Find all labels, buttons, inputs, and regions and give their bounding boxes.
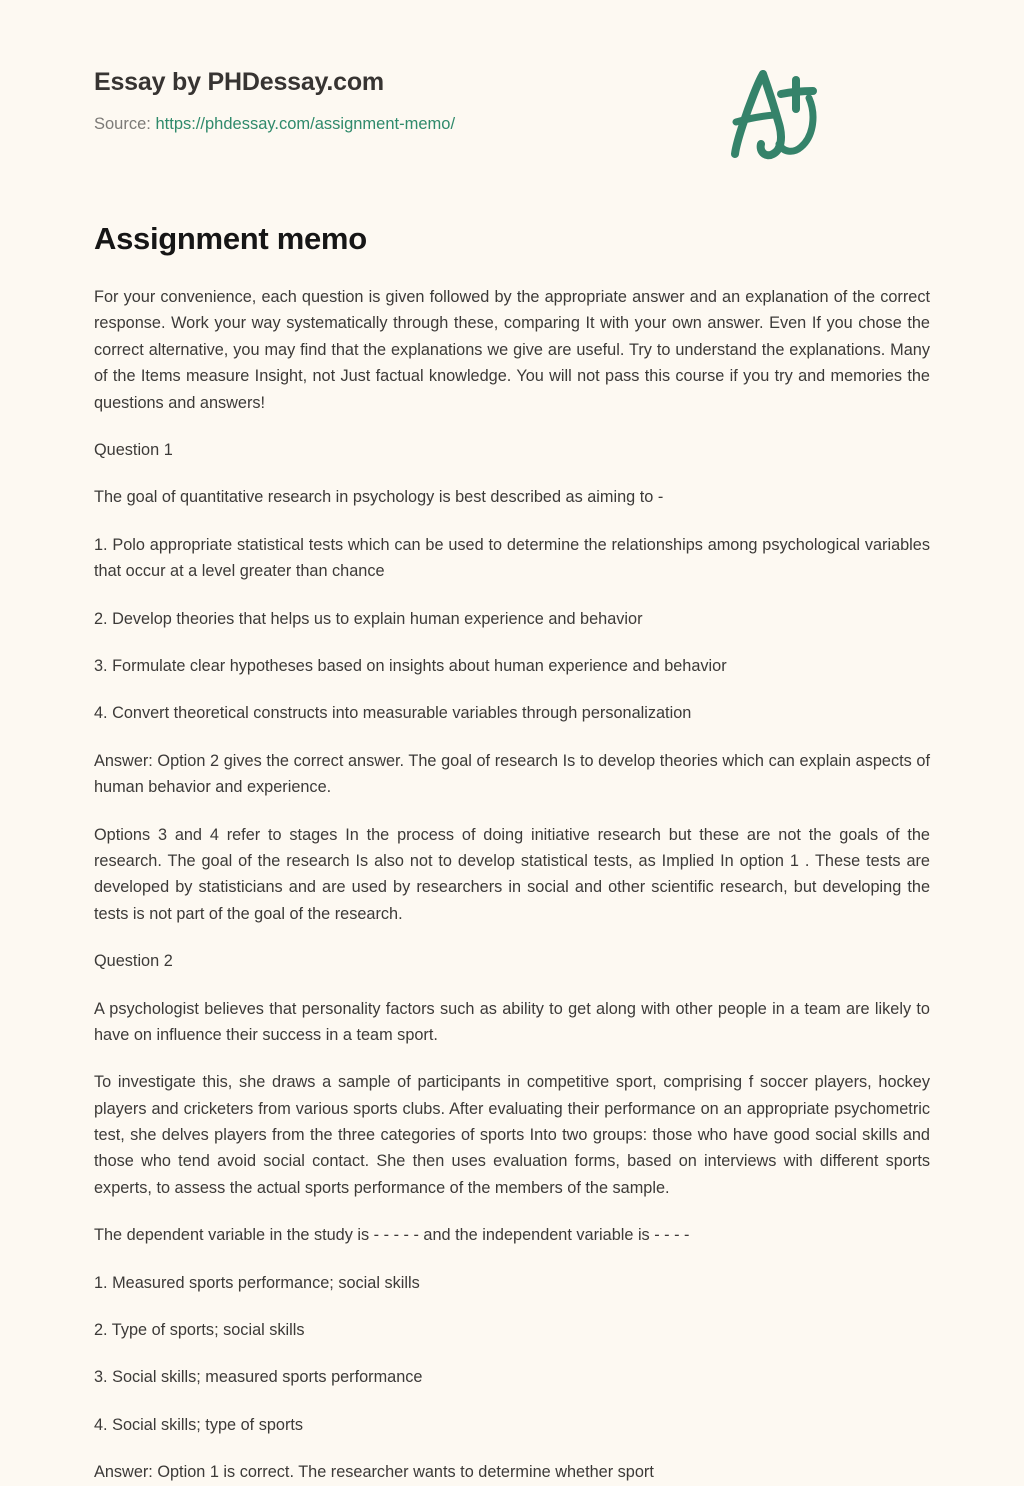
q1-answer: Answer: Option 2 gives the correct answer. The goal of research Is to develop theories which can explain aspects of human behavior and experience.: [94, 751, 930, 797]
q2-option-3: 3. Social skills; measured sports performance: [94, 1368, 423, 1387]
page-header: [94, 0, 930, 170]
question-1-heading: Question 1: [94, 441, 173, 460]
source-url-link[interactable]: https://phdessay.com/assignment-memo/: [155, 115, 456, 133]
question-2-method: To investigate this, she draws a sample of participants in competitive sport, comprising f soccer players, hockey players and cricketers from various sports clubs. After evaluating their performance on an appropriate psychometric test, she delves players from the three categories of sports Into two groups: those who have good social skills and those who tend avoid social contact. She then uses evaluation forms, based on interviews with different sports experts, to assess the actual sports performance of the members of the sample.: [94, 1073, 930, 1197]
q2-answer: Answer: Option 1 is correct. The researcher wants to determine whether sport: [94, 1463, 654, 1482]
q2-prompt: The dependent variable in the study is - - - - - and the independent variable is - - - -: [94, 1226, 690, 1245]
question-2-stem: A psychologist believes that personality factors such as ability to get along with other people in a team are likely to have on influence their success in a team sport.: [94, 999, 930, 1044]
a-plus-logo-icon: [721, 62, 829, 166]
q1-option-1: 1. Polo appropriate statistical tests which can be used to determine the relationships among psychological variables that occur at a level greater than chance: [94, 535, 930, 581]
q2-option-4: 4. Social skills; type of sports: [94, 1415, 304, 1434]
question-1-stem: The goal of quantitative research in psychology is best described as aiming to -: [94, 488, 664, 507]
brand-title: Essay by PHDessay.com: [94, 68, 384, 96]
q1-option-4: 4. Convert theoretical constructs into measurable variables through personalization: [94, 704, 692, 723]
q2-option-1: 1. Measured sports performance; social skills: [94, 1273, 420, 1292]
source-label: Source:: [94, 115, 151, 133]
q1-explanation: Options 3 and 4 refer to stages In the process of doing initiative research but these are not the goals of the research. The goal of the research Is also not to develop statistical tests, as Implied In option 1 . These tests are developed by statisticians and are used by researchers in social and other scientific research, but developing the tests is not part of the goal of the research.: [94, 825, 930, 923]
document-body: [94, 256, 930, 1486]
page-title: Assignment memo: [94, 221, 367, 256]
question-2-heading: Question 2: [94, 952, 173, 971]
q2-option-2: 2. Type of sports; social skills: [94, 1321, 305, 1340]
intro: For your convenience, each question is given followed by the appropriate answer and an explanation of the correct response. Work your way systematically through these, comparing It with your own answer. Even If you chose the correct alternative, you may find that the explanations we give are useful. Try to understand the explanations. Many of the Items measure Insight, not Just factual knowledge. You will not pass this course if you try and memories the questions and answers!: [94, 288, 930, 412]
q1-option-2: 2. Develop theories that helps us to explain human experience and behavior: [94, 609, 643, 628]
q1-option-3: 3. Formulate clear hypotheses based on insights about human experience and behavior: [94, 657, 727, 675]
